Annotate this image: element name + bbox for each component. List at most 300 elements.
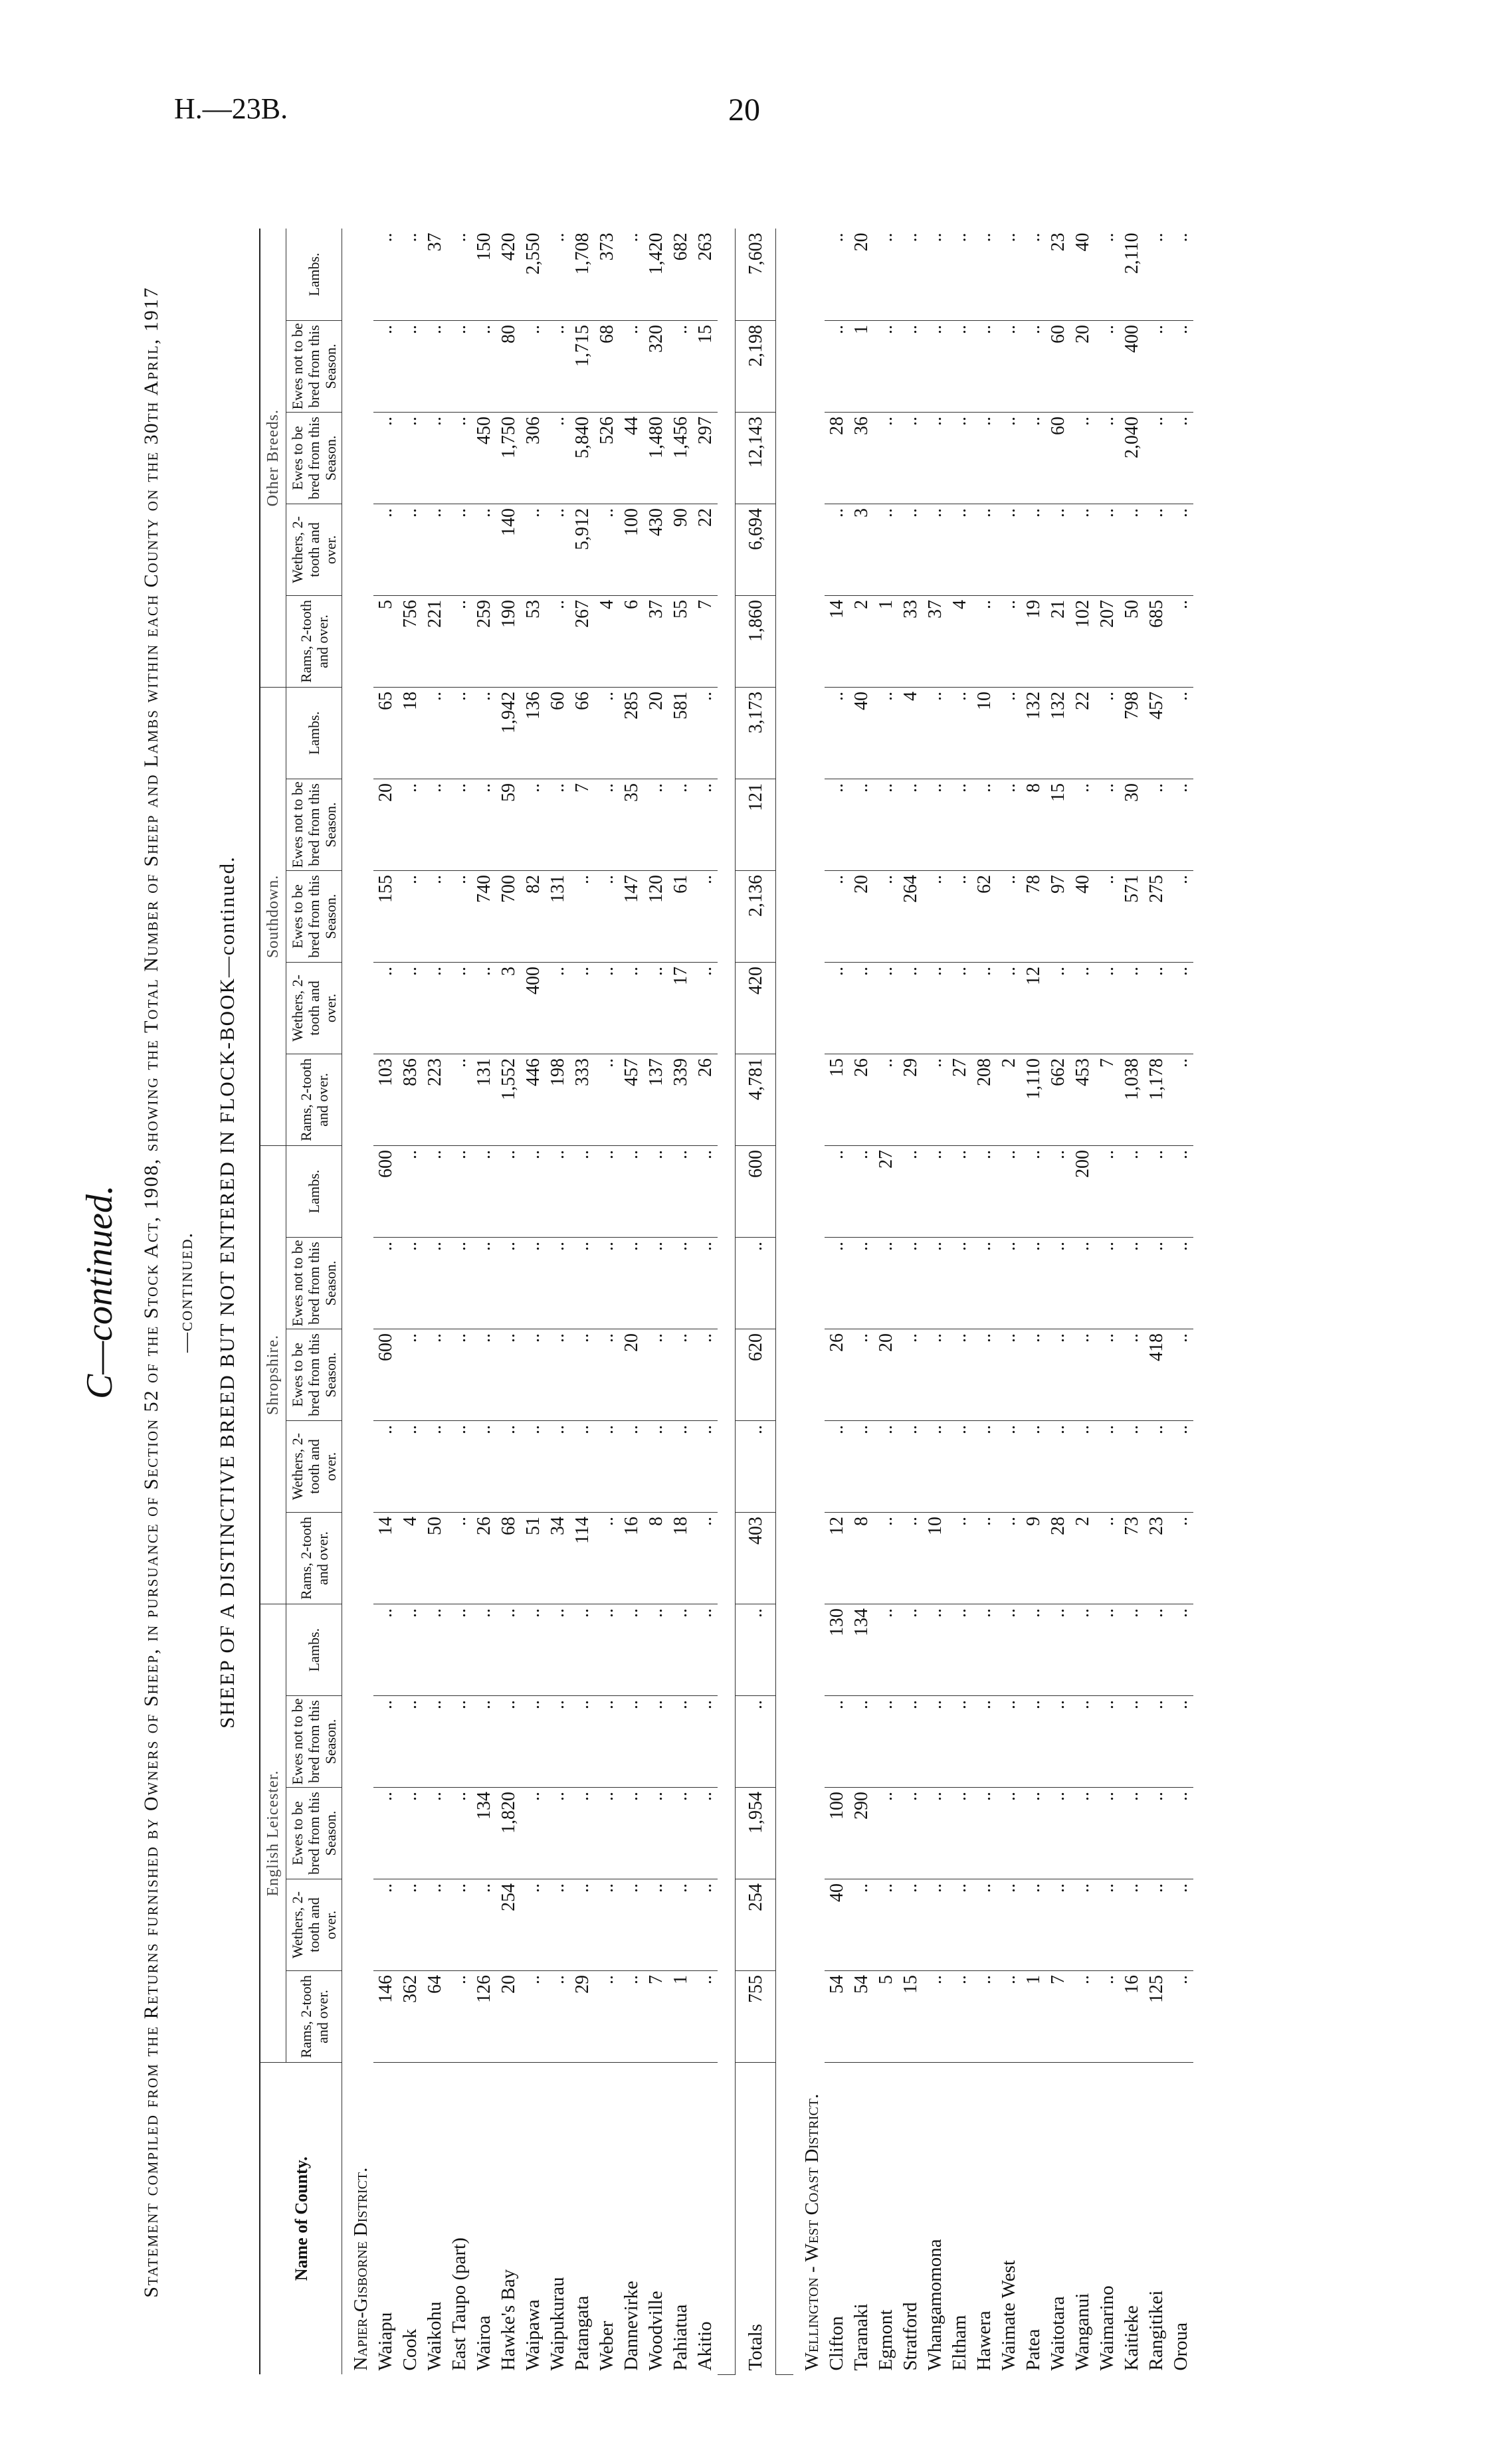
cell-sh-rams: 23: [1144, 1513, 1169, 1604]
cell-sd-lambs: 20: [644, 687, 668, 779]
cell-sd-rams: 26: [693, 1054, 718, 1145]
cell-el-lambs: ..: [972, 1604, 997, 1696]
cell-ob-lambs: ..: [1169, 229, 1193, 320]
table-row: [923, 229, 947, 2374]
cell-ob-wethers: ..: [1120, 504, 1144, 595]
cell-el-ewes-bred: ..: [570, 1788, 595, 1879]
cell-sd-rams: 333: [570, 1054, 595, 1145]
cell-el-ewes-not-bred: ..: [997, 1696, 1021, 1788]
spacer-row: [718, 229, 736, 2374]
table-subheading: SHEEP OF A DISTINCTIVE BREED BUT NOT ENTERED IN FLOCK-BOOK—continued.: [215, 856, 239, 1729]
col-header-ob-wethers: Wethers, 2-tooth and over.: [286, 504, 342, 595]
cell-ob-lambs: ..: [997, 229, 1021, 320]
cell-sh-ewes-not-bred: ..: [570, 1238, 595, 1329]
cell-sd-wethers: 12: [1021, 962, 1046, 1054]
cell-sh-rams: 4: [398, 1513, 423, 1604]
cell-sd-ewes-not-bred: ..: [472, 779, 496, 870]
cell-sh-ewes-bred: ..: [570, 1329, 595, 1421]
cell-sd-rams: ..: [923, 1054, 947, 1145]
cell-el-ewes-bred: ..: [693, 1788, 718, 1879]
cell-sd-ewes-not-bred: ..: [693, 779, 718, 870]
cell-el-wethers: ..: [997, 1879, 1021, 1971]
cell-sd-rams: 453: [1070, 1054, 1095, 1145]
cell-el-ewes-not-bred: ..: [1169, 1696, 1193, 1788]
cell-ob-wethers: 6,694: [736, 504, 776, 595]
cell-sh-wethers: ..: [1169, 1421, 1193, 1513]
cell-sd-lambs: ..: [1095, 687, 1120, 779]
cell-el-ewes-not-bred: ..: [595, 1696, 619, 1788]
cell-el-wethers: ..: [619, 1879, 644, 1971]
cell-ob-lambs: ..: [373, 229, 398, 320]
cell-sh-wethers: ..: [1046, 1421, 1070, 1513]
cell-el-ewes-bred: ..: [398, 1788, 423, 1879]
cell-ob-rams: ..: [972, 595, 997, 687]
cell-el-ewes-not-bred: ..: [496, 1696, 521, 1788]
cell-el-ewes-not-bred: ..: [373, 1696, 398, 1788]
cell-el-rams: 15: [898, 1971, 923, 2063]
cell-sh-ewes-not-bred: ..: [472, 1238, 496, 1329]
cell-sd-ewes-not-bred: ..: [1070, 779, 1095, 870]
cell-el-ewes-not-bred: ..: [1021, 1696, 1046, 1788]
cell-sh-lambs: ..: [1169, 1145, 1193, 1237]
cell-ob-ewes-bred: 526: [595, 412, 619, 504]
column-subheaders: [286, 229, 342, 2374]
cell-sh-ewes-bred: 600: [373, 1329, 398, 1421]
cell-el-rams: 5: [874, 1971, 898, 2063]
cell-el-ewes-not-bred: ..: [874, 1696, 898, 1788]
cell-el-wethers: ..: [1021, 1879, 1046, 1971]
cell-ob-lambs: ..: [546, 229, 570, 320]
cell-sd-ewes-bred: ..: [997, 870, 1021, 962]
cell-sd-wethers: ..: [874, 962, 898, 1054]
cell-ob-wethers: ..: [997, 504, 1021, 595]
cell-el-lambs: ..: [668, 1604, 693, 1696]
cell-sh-wethers: ..: [398, 1421, 423, 1513]
cell-el-ewes-not-bred: ..: [693, 1696, 718, 1788]
cell-ob-wethers: ..: [546, 504, 570, 595]
district-napier-gisborne: [342, 229, 374, 2374]
cell-sd-ewes-bred: 78: [1021, 870, 1046, 962]
table-row: [1095, 229, 1120, 2374]
cell-el-ewes-not-bred: ..: [849, 1696, 874, 1788]
cell-ob-ewes-not-bred: 400: [1120, 320, 1144, 412]
county-name: Weber: [596, 2321, 617, 2371]
cell-sd-lambs: ..: [923, 687, 947, 779]
cell-el-wethers: ..: [373, 1879, 398, 1971]
cell-sd-lambs: ..: [423, 687, 447, 779]
cell-ob-rams: 53: [521, 595, 546, 687]
cell-el-wethers: 254: [496, 1879, 521, 1971]
cell-ob-ewes-not-bred: ..: [1169, 320, 1193, 412]
cell-el-lambs: ..: [1169, 1604, 1193, 1696]
cell-el-ewes-not-bred: ..: [1120, 1696, 1144, 1788]
cell-sh-wethers: ..: [570, 1421, 595, 1513]
cell-sd-ewes-not-bred: 59: [496, 779, 521, 870]
cell-ob-ewes-not-bred: 68: [595, 320, 619, 412]
cell-sh-wethers: ..: [668, 1421, 693, 1513]
table-row: [472, 229, 496, 2374]
cell-ob-rams: 6: [619, 595, 644, 687]
cell-el-rams: 125: [1144, 1971, 1169, 2063]
cell-el-lambs: ..: [1070, 1604, 1095, 1696]
cell-el-lambs: ..: [546, 1604, 570, 1696]
cell-ob-lambs: 263: [693, 229, 718, 320]
cell-ob-wethers: 5,912: [570, 504, 595, 595]
table-row: [874, 229, 898, 2374]
cell-sh-ewes-bred: ..: [923, 1329, 947, 1421]
cell-ob-rams: 207: [1095, 595, 1120, 687]
cell-ob-ewes-not-bred: ..: [923, 320, 947, 412]
cell-el-lambs: 134: [849, 1604, 874, 1696]
cell-el-rams: ..: [1169, 1971, 1193, 2063]
totals-row: [736, 229, 776, 2374]
cell-sd-lambs: ..: [693, 687, 718, 779]
cell-el-rams: 146: [373, 1971, 398, 2063]
cell-ob-ewes-bred: ..: [898, 412, 923, 504]
table-row: [619, 229, 644, 2374]
cell-ob-lambs: ..: [874, 229, 898, 320]
county-name: Taranaki: [850, 2303, 872, 2371]
cell-sh-ewes-not-bred: ..: [1095, 1238, 1120, 1329]
county-name: Waitotara: [1047, 2296, 1068, 2371]
cell-ob-wethers: ..: [373, 504, 398, 595]
county-name: Waimate West: [998, 2260, 1019, 2371]
cell-el-ewes-bred: ..: [1070, 1788, 1095, 1879]
cell-sd-wethers: ..: [898, 962, 923, 1054]
cell-sd-ewes-not-bred: 30: [1120, 779, 1144, 870]
cell-el-ewes-bred: ..: [1021, 1788, 1046, 1879]
cell-sh-wethers: ..: [693, 1421, 718, 1513]
cell-sd-rams: ..: [595, 1054, 619, 1145]
cell-el-ewes-bred: ..: [947, 1788, 972, 1879]
cell-ob-ewes-bred: 1,480: [644, 412, 668, 504]
cell-sd-wethers: ..: [1046, 962, 1070, 1054]
cell-el-ewes-bred: ..: [1120, 1788, 1144, 1879]
cell-sd-rams: ..: [447, 1054, 472, 1145]
cell-sd-rams: 836: [398, 1054, 423, 1145]
cell-sd-ewes-bred: 264: [898, 870, 923, 962]
cell-el-ewes-bred: 1,820: [496, 1788, 521, 1879]
district-wellington-west-coast: [793, 229, 825, 2374]
cell-ob-rams: 14: [825, 595, 849, 687]
cell-sh-lambs: ..: [693, 1145, 718, 1237]
cell-ob-rams: 221: [423, 595, 447, 687]
cell-sd-ewes-bred: ..: [825, 870, 849, 962]
cell-sd-ewes-bred: 147: [619, 870, 644, 962]
cell-sd-lambs: 136: [521, 687, 546, 779]
cell-ob-rams: 1,860: [736, 595, 776, 687]
county-name: Clifton: [826, 2316, 847, 2371]
cell-ob-lambs: ..: [447, 229, 472, 320]
cell-sd-wethers: ..: [423, 962, 447, 1054]
cell-ob-ewes-bred: ..: [546, 412, 570, 504]
cell-ob-ewes-not-bred: ..: [825, 320, 849, 412]
cell-sd-wethers: 400: [521, 962, 546, 1054]
cell-sd-rams: 7: [1095, 1054, 1120, 1145]
cell-sh-wethers: ..: [1120, 1421, 1144, 1513]
cell-ob-lambs: 23: [1046, 229, 1070, 320]
col-header-el-rams: Rams, 2-tooth and over.: [286, 1971, 342, 2063]
county-name: Wanganui: [1072, 2293, 1093, 2371]
cell-el-ewes-bred: ..: [546, 1788, 570, 1879]
cell-ob-ewes-not-bred: ..: [668, 320, 693, 412]
cell-el-ewes-bred: ..: [619, 1788, 644, 1879]
cell-ob-lambs: 420: [496, 229, 521, 320]
cell-sd-lambs: 1,942: [496, 687, 521, 779]
table-row: [1021, 229, 1046, 2374]
cell-sh-lambs: ..: [825, 1145, 849, 1237]
cell-ob-rams: 21: [1046, 595, 1070, 687]
cell-sd-wethers: ..: [997, 962, 1021, 1054]
cell-sd-ewes-bred: 155: [373, 870, 398, 962]
cell-sd-ewes-not-bred: 121: [736, 779, 776, 870]
cell-ob-ewes-bred: ..: [373, 412, 398, 504]
cell-sd-ewes-not-bred: ..: [947, 779, 972, 870]
cell-el-wethers: ..: [1046, 1879, 1070, 1971]
cell-el-ewes-not-bred: ..: [923, 1696, 947, 1788]
cell-ob-ewes-bred: ..: [972, 412, 997, 504]
cell-ob-wethers: 140: [496, 504, 521, 595]
county-name: Waipukurau: [547, 2277, 568, 2371]
cell-sd-rams: 27: [947, 1054, 972, 1145]
cell-ob-rams: 37: [644, 595, 668, 687]
cell-sh-lambs: ..: [668, 1145, 693, 1237]
cell-sh-ewes-bred: ..: [947, 1329, 972, 1421]
cell-sd-ewes-bred: 82: [521, 870, 546, 962]
cell-sh-lambs: ..: [398, 1145, 423, 1237]
cell-ob-lambs: 682: [668, 229, 693, 320]
cell-sh-lambs: ..: [619, 1145, 644, 1237]
cell-sd-ewes-bred: ..: [447, 870, 472, 962]
cell-ob-ewes-not-bred: ..: [1144, 320, 1169, 412]
cell-sd-ewes-not-bred: 7: [570, 779, 595, 870]
cell-sd-wethers: ..: [1070, 962, 1095, 1054]
cell-sh-ewes-not-bred: ..: [972, 1238, 997, 1329]
cell-el-wethers: ..: [595, 1879, 619, 1971]
cell-sh-wethers: ..: [1021, 1421, 1046, 1513]
cell-ob-ewes-bred: 297: [693, 412, 718, 504]
page-number: 20: [728, 92, 760, 128]
table-row: [644, 229, 668, 2374]
cell-ob-ewes-not-bred: ..: [1021, 320, 1046, 412]
cell-ob-rams: 7: [693, 595, 718, 687]
cell-sh-rams: 51: [521, 1513, 546, 1604]
cell-sh-rams: 26: [472, 1513, 496, 1604]
cell-sd-wethers: ..: [1120, 962, 1144, 1054]
cell-el-ewes-not-bred: ..: [898, 1696, 923, 1788]
cell-sh-ewes-bred: ..: [423, 1329, 447, 1421]
cell-sh-rams: 50: [423, 1513, 447, 1604]
cell-el-ewes-not-bred: ..: [619, 1696, 644, 1788]
cell-el-rams: ..: [923, 1971, 947, 2063]
cell-sd-lambs: 581: [668, 687, 693, 779]
cell-sd-lambs: 65: [373, 687, 398, 779]
cell-sh-ewes-not-bred: ..: [849, 1238, 874, 1329]
cell-el-rams: ..: [1070, 1971, 1095, 2063]
cell-ob-rams: 33: [898, 595, 923, 687]
cell-el-ewes-bred: 100: [825, 1788, 849, 1879]
cell-ob-lambs: 2,110: [1120, 229, 1144, 320]
cell-el-rams: ..: [972, 1971, 997, 2063]
cell-sh-ewes-bred: ..: [496, 1329, 521, 1421]
col-header-sd-wethers: Wethers, 2-tooth and over.: [286, 962, 342, 1054]
col-header-sh-ewes-not-bred: Ewes not to be bred from this Season.: [286, 1238, 342, 1329]
cell-sd-lambs: 4: [898, 687, 923, 779]
cell-sh-ewes-bred: ..: [972, 1329, 997, 1421]
cell-sh-rams: ..: [898, 1513, 923, 1604]
col-header-ob-rams: Rams, 2-tooth and over.: [286, 595, 342, 687]
cell-sd-ewes-bred: ..: [398, 870, 423, 962]
cell-sh-rams: 28: [1046, 1513, 1070, 1604]
cell-ob-lambs: ..: [398, 229, 423, 320]
cell-sh-lambs: ..: [595, 1145, 619, 1237]
cell-sh-ewes-bred: 20: [874, 1329, 898, 1421]
cell-ob-ewes-bred: ..: [1169, 412, 1193, 504]
cell-sd-ewes-bred: 131: [546, 870, 570, 962]
cell-sd-lambs: ..: [947, 687, 972, 779]
district-napier-gisborne-label: Napier-Gisborne District.: [350, 2167, 371, 2371]
cell-sh-ewes-not-bred: ..: [1144, 1238, 1169, 1329]
cell-ob-wethers: ..: [595, 504, 619, 595]
cell-ob-wethers: ..: [1021, 504, 1046, 595]
cell-ob-wethers: ..: [1144, 504, 1169, 595]
cell-sd-ewes-not-bred: ..: [825, 779, 849, 870]
table-row: [595, 229, 619, 2374]
cell-sd-lambs: 66: [570, 687, 595, 779]
cell-sd-wethers: ..: [447, 962, 472, 1054]
cell-sd-lambs: ..: [1169, 687, 1193, 779]
cell-ob-ewes-bred: 450: [472, 412, 496, 504]
cell-sd-wethers: ..: [595, 962, 619, 1054]
cell-sh-lambs: ..: [1021, 1145, 1046, 1237]
cell-el-lambs: ..: [1144, 1604, 1169, 1696]
cell-sh-ewes-bred: ..: [849, 1329, 874, 1421]
county-name: Cook: [399, 2328, 421, 2371]
cell-sd-lambs: ..: [472, 687, 496, 779]
cell-ob-ewes-bred: 1,456: [668, 412, 693, 504]
cell-ob-rams: ..: [546, 595, 570, 687]
cell-sd-ewes-bred: ..: [874, 870, 898, 962]
cell-el-ewes-bred: ..: [1169, 1788, 1193, 1879]
cell-ob-rams: 267: [570, 595, 595, 687]
cell-sh-ewes-bred: ..: [472, 1329, 496, 1421]
cell-sd-wethers: ..: [398, 962, 423, 1054]
cell-sh-rams: ..: [447, 1513, 472, 1604]
cell-el-rams: 54: [849, 1971, 874, 2063]
cell-ob-ewes-bred: ..: [1070, 412, 1095, 504]
cell-sd-rams: 15: [825, 1054, 849, 1145]
cell-el-ewes-bred: ..: [595, 1788, 619, 1879]
cell-ob-rams: 50: [1120, 595, 1144, 687]
cell-sh-wethers: ..: [447, 1421, 472, 1513]
cell-sd-ewes-not-bred: 20: [373, 779, 398, 870]
cell-sd-ewes-not-bred: ..: [1144, 779, 1169, 870]
cell-sh-wethers: ..: [849, 1421, 874, 1513]
cell-ob-ewes-not-bred: 15: [693, 320, 718, 412]
cell-ob-ewes-bred: ..: [447, 412, 472, 504]
cell-el-lambs: ..: [496, 1604, 521, 1696]
cell-sh-wethers: ..: [373, 1421, 398, 1513]
cell-sd-rams: 208: [972, 1054, 997, 1145]
cell-ob-ewes-bred: ..: [398, 412, 423, 504]
cell-el-rams: 1: [1021, 1971, 1046, 2063]
cell-sh-wethers: ..: [546, 1421, 570, 1513]
cell-ob-lambs: ..: [947, 229, 972, 320]
cell-el-lambs: ..: [1095, 1604, 1120, 1696]
cell-el-wethers: ..: [898, 1879, 923, 1971]
cell-ob-ewes-not-bred: ..: [997, 320, 1021, 412]
col-header-sh-ewes-bred: Ewes to be bred from this Season.: [286, 1329, 342, 1421]
cell-el-rams: ..: [546, 1971, 570, 2063]
cell-el-ewes-not-bred: ..: [472, 1696, 496, 1788]
cell-sh-ewes-not-bred: ..: [447, 1238, 472, 1329]
cell-sd-rams: 662: [1046, 1054, 1070, 1145]
cell-sh-ewes-not-bred: ..: [619, 1238, 644, 1329]
cell-ob-ewes-not-bred: ..: [874, 320, 898, 412]
cell-el-rams: 7: [644, 1971, 668, 2063]
cell-sd-ewes-bred: 97: [1046, 870, 1070, 962]
statement-title: Statement compiled from the Returns furnished by Owners of Sheep, in pursuance of Section 52 of the Stock Act, 1908, showing the Total Number of Sheep and Lambs within each County on the 30th April, 1917—continued.: [140, 286, 197, 2298]
county-name: Waikohu: [424, 2301, 445, 2371]
cell-sh-ewes-bred: ..: [644, 1329, 668, 1421]
cell-ob-wethers: ..: [947, 504, 972, 595]
cell-ob-ewes-bred: ..: [997, 412, 1021, 504]
cell-sh-ewes-bred: ..: [595, 1329, 619, 1421]
cell-sh-ewes-bred: ..: [1070, 1329, 1095, 1421]
cell-ob-wethers: 22: [693, 504, 718, 595]
cell-el-rams: ..: [447, 1971, 472, 2063]
cell-sh-rams: 10: [923, 1513, 947, 1604]
cell-sh-rams: 18: [668, 1513, 693, 1604]
county-name: Oroua: [1170, 2322, 1191, 2371]
cell-el-ewes-bred: 1,954: [736, 1788, 776, 1879]
cell-ob-ewes-bred: 5,840: [570, 412, 595, 504]
cell-ob-wethers: ..: [1046, 504, 1070, 595]
cell-sd-ewes-bred: 571: [1120, 870, 1144, 962]
cell-ob-wethers: ..: [1070, 504, 1095, 595]
cell-el-rams: 362: [398, 1971, 423, 2063]
cell-sd-ewes-bred: ..: [923, 870, 947, 962]
cell-ob-ewes-not-bred: ..: [447, 320, 472, 412]
cell-sh-ewes-not-bred: ..: [1070, 1238, 1095, 1329]
cell-sd-ewes-not-bred: ..: [546, 779, 570, 870]
cell-el-rams: 126: [472, 1971, 496, 2063]
cell-el-rams: 755: [736, 1971, 776, 2063]
cell-ob-wethers: ..: [898, 504, 923, 595]
cell-sd-lambs: 18: [398, 687, 423, 779]
cell-sh-lambs: ..: [570, 1145, 595, 1237]
cell-sh-ewes-bred: ..: [693, 1329, 718, 1421]
cell-el-wethers: ..: [972, 1879, 997, 1971]
cell-sd-ewes-not-bred: ..: [972, 779, 997, 870]
county-name: East Taupo (part): [448, 2237, 470, 2371]
cell-sd-lambs: 285: [619, 687, 644, 779]
cell-ob-wethers: ..: [472, 504, 496, 595]
cell-ob-lambs: 1,708: [570, 229, 595, 320]
county-name: Whangamomona: [924, 2239, 945, 2371]
cell-el-rams: 29: [570, 1971, 595, 2063]
cell-ob-lambs: ..: [825, 229, 849, 320]
cell-sd-ewes-bred: ..: [570, 870, 595, 962]
cell-ob-rams: 685: [1144, 595, 1169, 687]
cell-el-lambs: ..: [570, 1604, 595, 1696]
county-name: Patangata: [571, 2295, 593, 2371]
table-row: [398, 229, 423, 2374]
cell-el-lambs: ..: [423, 1604, 447, 1696]
cell-sh-lambs: ..: [546, 1145, 570, 1237]
cell-sd-ewes-not-bred: ..: [849, 779, 874, 870]
cell-el-wethers: ..: [472, 1879, 496, 1971]
